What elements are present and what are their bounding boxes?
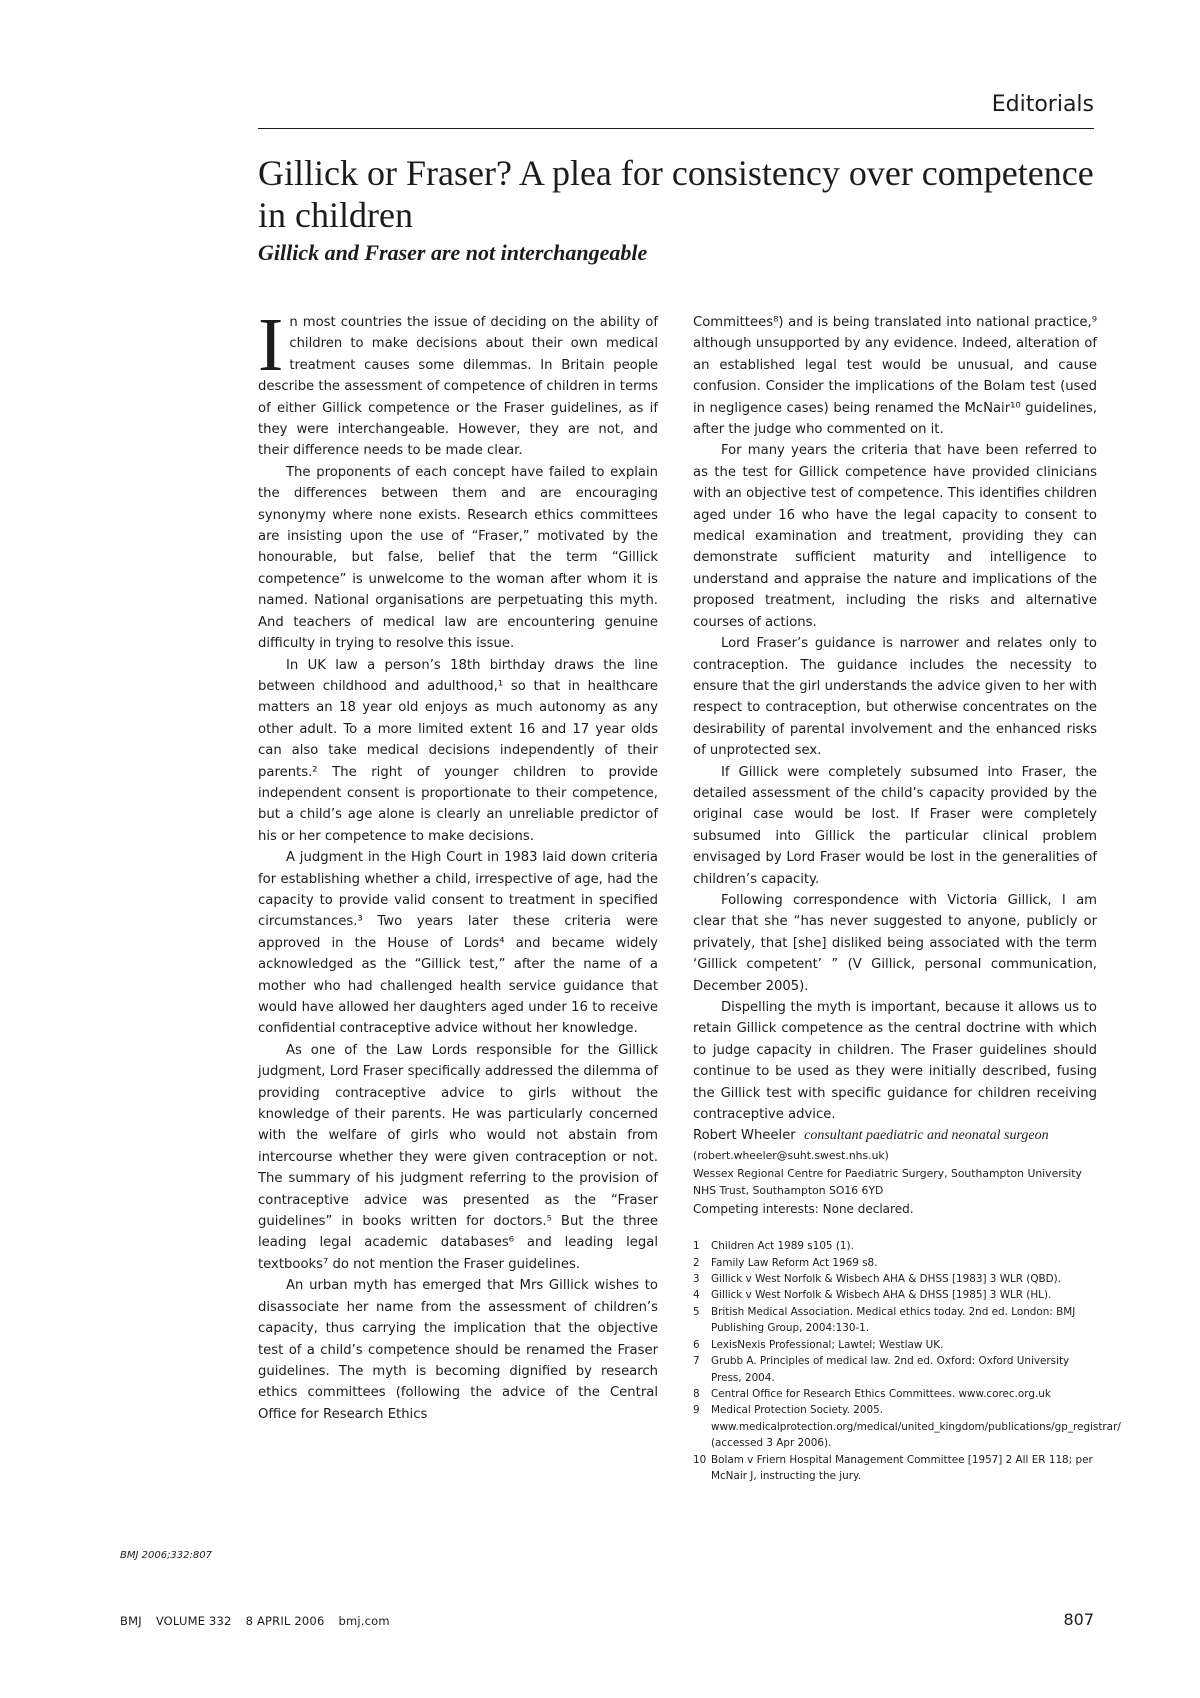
- reference-list: [693, 1238, 1121, 1484]
- page-number: 807: [1063, 1610, 1094, 1629]
- reference-item: 7 Grubb A. Principles of medical law. 2nd ed. Oxford: Oxford University Press, 2004.: [693, 1355, 1070, 1384]
- body-paragraph: The proponents of each concept have failed to explain the differences between them and are encouraging synonymy where none exists. Research ethics committees are insisting upon the use of “Fraser,” motivated by the honourable, but false, belief that the term “Gillick competence” is unwelcome to the woman after whom it is named. National organisations are perpetuating this myth. And teachers of medical law are encountering genuine difficulty in trying to resolve this issue.: [258, 464, 658, 652]
- competing-interests: Competing interests: None declared.: [693, 1201, 914, 1216]
- footer-volume: VOLUME 332: [155, 1614, 232, 1628]
- body-paragraph: In UK law a person’s 18th birthday draws the line between childhood and adulthood,¹ so that in healthcare matters an 18 year old enjoys as much autonomy as any other adult. To a more limited extent 16 and 17 year olds can also take medical decisions independently of their parents.² The right of younger children to provide independent consent is proportionate to their competence, but a child’s age alone is clearly an unreliable predictor of his or her competence to make decisions.: [258, 657, 658, 844]
- author-role: consultant paediatric and neonatal surgeon: [804, 1128, 1049, 1144]
- left-column: [258, 303, 658, 1425]
- footer-journal: BMJ: [120, 1614, 142, 1628]
- page-footer: [120, 1614, 404, 1628]
- reference-item: 3 Gillick v West Norfolk & Wisbech AHA & DHSS [1983] 3 WLR (QBD).: [693, 1273, 1062, 1286]
- body-paragraph: A judgment in the High Court in 1983 laid down criteria for establishing whether a child, irrespective of age, had the capacity to provide valid consent to treatment in specified circumstances.³ Two years later these criteria were approved in the House of Lords⁴ and became widely acknowledged as the “Gillick test,” after the name of a mother who had challenged health service guidance that would have allowed her daughters aged under 16 to receive confidential contraceptive advice without her knowledge.: [258, 850, 658, 1037]
- header-rule: [258, 128, 1094, 129]
- reference-item: 9 Medical Protection Society. 2005. www.medicalprotection.org/medical/united_kingdom/publications/gp_registrar/ (accessed 3 Apr 2006).: [693, 1404, 1121, 1450]
- body-paragraph: In most countries the issue of deciding on the ability of children to make decisions about their own medical treatment causes some dilemmas. In Britain people describe the assessment of competence of children in terms of either Gillick competence or the Fraser guidelines, as if they were interchangeable. However, they are not, and their difference needs to be made clear.: [258, 303, 658, 459]
- reference-item: 4 Gillick v West Norfolk & Wisbech AHA & DHSS [1985] 3 WLR (HL).: [693, 1289, 1052, 1302]
- body-paragraph: For many years the criteria that have been referred to as the test for Gillick competence have provided clinicians with an objective test of competence. This identifies children aged under 16 who have the legal capacity to consent to medical examination and treatment, providing they can demonstrate sufficient maturity and intelligence to understand and appraise the nature and implications of the proposed treatment, including the risks and alternative courses of actions.: [693, 443, 1097, 630]
- article-citation: BMJ 2006;332:807: [120, 1550, 212, 1561]
- reference-item: 5 British Medical Association. Medical ethics today. 2nd ed. London: BMJ Publishing Group, 2004:130-1.: [693, 1305, 1076, 1335]
- right-column: [693, 312, 1121, 1484]
- body-paragraph: Committees⁸) and is being translated into national practice,⁹ although unsupported by any evidence. Indeed, alteration of an established legal test would be unusual, and cause confusion. Consider the implications of the Bolam test (used in negligence cases) being renamed the McNair¹⁰ guidelines, after the judge who commented on it.: [693, 315, 1097, 438]
- body-paragraph: As one of the Law Lords responsible for the Gillick judgment, Lord Fraser specifically addressed the dilemma of providing contraceptive advice to girls without the knowledge of their parents. He was particularly concerned with the welfare of girls who would not abstain from intercourse whether they were given contraception or not. The summary of his judgment referring to the provision of contraceptive advice was presented as the “Fraser guidelines” in books written for doctors.⁵ But the three leading legal academic databases⁶ and leading legal textbooks⁷ do not mention the Fraser guidelines.: [258, 1042, 658, 1272]
- author-name: Robert Wheeler: [693, 1128, 796, 1144]
- reference-item: 2 Family Law Reform Act 1969 s8.: [693, 1256, 878, 1269]
- reference-item: 8 Central Office for Research Ethics Committees. www.corec.org.uk: [693, 1387, 1051, 1400]
- article-title: Gillick or Fraser? A plea for consistency over competence in children: [258, 153, 1094, 235]
- body-paragraph: If Gillick were completely subsumed into Fraser, the detailed assessment of the child’s capacity provided by the original case would be lost. If Fraser were completely subsumed into Gillick the particular clinical problem envisaged by Lord Fraser would be lost in the generalities of children’s capacity.: [693, 764, 1097, 887]
- body-paragraph: Lord Fraser’s guidance is narrower and relates only to contraception. The guidance includes the necessity to ensure that the girl understands the advice given to her with respect to contraception, but otherwise concentrates on the desirability of parental involvement and the enhanced risks of unprotected sex.: [693, 636, 1097, 759]
- body-paragraph: Dispelling the myth is important, because it allows us to retain Gillick competence as the central doctrine with which to judge capacity in children. The Fraser guidelines should continue to be used as they were initially described, fusing the Gillick test with specific guidance for children receiving contraceptive advice.: [693, 1000, 1097, 1123]
- body-paragraph: Following correspondence with Victoria Gillick, I am clear that she “has never suggested to anyone, publicly or privately, that [she] disliked being associated with the term ‘Gillick competent’ ” (V Gillick, personal communication, December 2005).: [693, 892, 1097, 994]
- footer-site[interactable]: bmj.com: [338, 1614, 390, 1628]
- body-paragraph: An urban myth has emerged that Mrs Gillick wishes to disassociate her name from the assessment of children’s capacity, thus carrying the implication that the objective test of a child’s competence should be renamed the Fraser guidelines. The myth is becoming dignified by research ethics committees (following the advice of the Central Office for Research Ethics: [258, 1278, 658, 1422]
- article-subtitle: Gillick and Fraser are not interchangeable: [258, 240, 648, 265]
- section-label: Editorials: [991, 92, 1094, 117]
- reference-item: 1 Children Act 1989 s105 (1).: [693, 1240, 854, 1253]
- reference-item: 10 Bolam v Friern Hospital Management Committee [1957] 2 All ER 118; per McNair J, instructing the jury.: [693, 1453, 1093, 1482]
- footer-date: 8 APRIL 2006: [245, 1614, 325, 1628]
- reference-item: 6 LexisNexis Professional; Lawtel; Westlaw UK.: [693, 1338, 944, 1351]
- author-affiliation: Wessex Regional Centre for Paediatric Surgery, Southampton University NHS Trust, Southampton SO16 6YD: [693, 1166, 1082, 1197]
- drop-cap: I: [258, 303, 284, 387]
- author-email[interactable]: (robert.wheeler@suht.swest.nhs.uk): [693, 1148, 889, 1162]
- author-byline: [693, 1125, 1097, 1146]
